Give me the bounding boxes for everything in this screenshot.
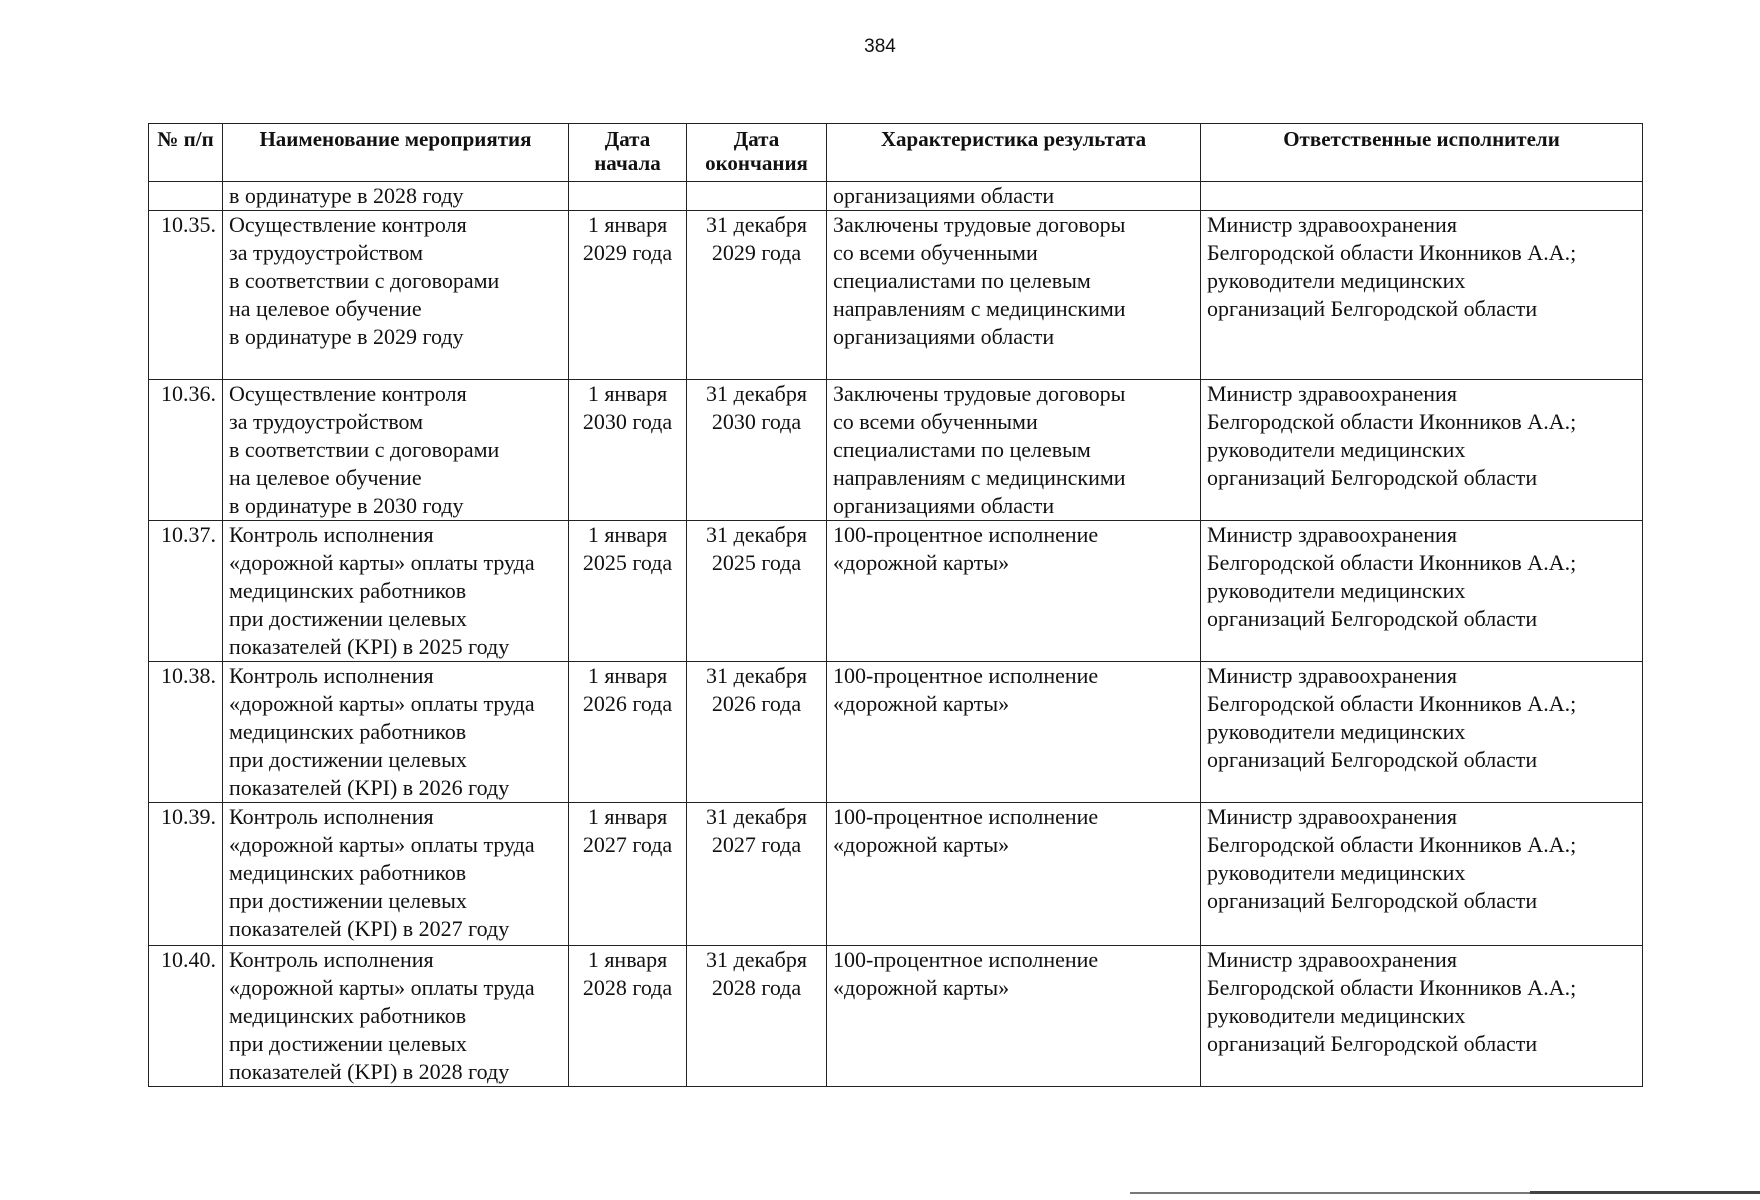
cell-executors-line: Министр здравоохранения [1207,804,1457,829]
cell-result-line: «дорожной карты» [833,832,1010,857]
cell-result [827,662,1201,803]
cell-result-line: специалистами по целевым [833,268,1091,293]
cell-end-line: 2025 года [711,550,802,575]
cell-name-line: за трудоустройством [229,240,424,265]
cell-name-line: Контроль исполнения [229,804,434,829]
cell-end-line: 2027 года [711,832,802,857]
cell-start-line: 2030 года [582,409,673,434]
header-num-line: № [157,127,179,151]
cell-end-line: 2026 года [711,691,802,716]
cell-executors-line: Белгородской области Иконников А.А.; [1207,832,1577,857]
cell-start-line: 1 января [587,804,668,829]
continuation-row [149,182,1643,211]
cell-result-line: «дорожной карты» [833,550,1010,575]
cell-name-line: в ординатуре в 2030 году [229,493,464,518]
cell-name-line: медицинских работников [229,860,467,885]
header-result-line: результата [1043,127,1147,151]
cell-name-line: медицинских работников [229,578,467,603]
cell-executors-line: Министр здравоохранения [1207,381,1457,406]
cell-start-line: 2026 года [582,691,673,716]
cell-start-line: 2027 года [582,832,673,857]
cell-name [223,380,569,521]
cell-name-line: в ординатуре в 2028 году [229,183,464,208]
cell-executors-line: руководители медицинских [1207,578,1466,603]
cell-end [687,662,827,803]
cell-name-line: Контроль исполнения [229,947,434,972]
cell-result-line: 100-процентное исполнение [833,663,1099,688]
cell-name-line: при достижении целевых [229,888,467,913]
table-row [149,521,1643,662]
cell-start-line: 2029 года [582,240,673,265]
cell-executors-line: руководители медицинских [1207,268,1466,293]
cell-result-line: Заключены трудовые договоры [833,381,1126,406]
cell-executors-line: руководители медицинских [1207,860,1466,885]
cell-name-line: показателей (KPI) в 2026 году [229,775,510,800]
cell-result-line: направлениям с медицинскими [833,465,1126,490]
cell-executors-line: Белгородской области Иконников А.А.; [1207,240,1577,265]
header-end-date [687,124,827,182]
cell-executors-line: Белгородской области Иконников А.А.; [1207,550,1577,575]
cell-start-line: 1 января [587,947,668,972]
cell-name [223,803,569,946]
cell-name-line: в соответствии с договорами [229,268,500,293]
cell-name-line: «дорожной карты» оплаты труда [229,550,535,575]
cell-end-line: 31 декабря [706,947,807,972]
header-result-line: Характеристика [880,127,1039,151]
cell-end-line: 2028 года [711,975,802,1000]
cell-result-line: направлениям с медицинскими [833,296,1126,321]
cell-name-line: в ординатуре в 2029 году [229,324,464,349]
cell-name [223,662,569,803]
cell-num [149,182,223,211]
cell-start-line: 1 января [587,381,668,406]
cell-executors-line: руководители медицинских [1207,1003,1466,1028]
cell-end [687,946,827,1087]
cell-name-line: при достижении целевых [229,606,467,631]
cell-executors-line: организаций Белгородской области [1207,465,1538,490]
cell-num: 10.37. [149,521,223,662]
cell-end-line: 31 декабря [706,381,807,406]
cell-name-line: на целевое обучение [229,465,422,490]
table-header-row [149,124,1643,182]
cell-result-line: 100-процентное исполнение [833,522,1099,547]
cell-result-line: организациями области [833,493,1055,518]
header-num [149,124,223,182]
cell-executors [1201,946,1643,1087]
cell-name-line: «дорожной карты» оплаты труда [229,691,535,716]
header-name-line: Наименование мероприятия [259,127,532,151]
cell-name-line: медицинских работников [229,719,467,744]
cell-name-line: медицинских работников [229,1003,467,1028]
cell-name-line: Контроль исполнения [229,663,434,688]
header-result [827,124,1201,182]
cell-start [569,211,687,380]
cell-name-line: Осуществление контроля [229,212,467,237]
header-start-line: Дата [604,127,651,151]
cell-executors-line: руководители медицинских [1207,437,1466,462]
cell-executors-line: организаций Белгородской области [1207,747,1538,772]
header-executors [1201,124,1643,182]
cell-result-line: «дорожной карты» [833,691,1010,716]
cell-executors [1201,211,1643,380]
activities-table [148,123,1643,1087]
cell-name-line: показателей (KPI) в 2028 году [229,1059,510,1084]
cell-start [569,946,687,1087]
table-row [149,380,1643,521]
cell-result-line: организациями области [833,183,1055,208]
cell-name-line: показателей (KPI) в 2025 году [229,634,510,659]
cell-name [223,182,569,211]
cell-result-line: специалистами по целевым [833,437,1091,462]
table-row [149,803,1643,946]
cell-result-line: «дорожной карты» [833,975,1010,1000]
scan-edge-mark [1530,1191,1760,1194]
cell-end [687,211,827,380]
cell-executors-line: Белгородской области Иконников А.А.; [1207,975,1577,1000]
cell-start [569,380,687,521]
cell-start [569,803,687,946]
cell-result [827,521,1201,662]
cell-start-line: 2025 года [582,550,673,575]
cell-result-line: со всеми обученными [833,409,1038,434]
cell-executors [1201,521,1643,662]
cell-result-line: организациями области [833,324,1055,349]
cell-result-line: Заключены трудовые договоры [833,212,1126,237]
cell-end-line: 31 декабря [706,212,807,237]
cell-executors-line: руководители медицинских [1207,719,1466,744]
cell-result [827,803,1201,946]
cell-name-line: Осуществление контроля [229,381,467,406]
cell-name-line: при достижении целевых [229,1031,467,1056]
cell-end-line: 31 декабря [706,663,807,688]
cell-end-line: 31 декабря [706,522,807,547]
cell-executors-line: организаций Белгородской области [1207,606,1538,631]
header-num-line: п/п [183,127,214,151]
cell-num: 10.38. [149,662,223,803]
header-end-line: окончания [705,151,808,175]
cell-end [687,521,827,662]
cell-num: 10.36. [149,380,223,521]
cell-result-line: 100-процентное исполнение [833,947,1099,972]
cell-executors-line: организаций Белгородской области [1207,1031,1538,1056]
cell-name-line: при достижении целевых [229,747,467,772]
cell-name-line: «дорожной карты» оплаты труда [229,975,535,1000]
cell-result [827,182,1201,211]
cell-name-line: «дорожной карты» оплаты труда [229,832,535,857]
cell-name-line: в соответствии с договорами [229,437,500,462]
cell-result [827,380,1201,521]
cell-executors [1201,662,1643,803]
cell-executors [1201,182,1643,211]
cell-result-line: 100-процентное исполнение [833,804,1099,829]
cell-result [827,211,1201,380]
cell-name-line: Контроль исполнения [229,522,434,547]
cell-executors-line: организаций Белгородской области [1207,296,1538,321]
cell-end [687,380,827,521]
cell-executors-line: Белгородской области Иконников А.А.; [1207,691,1577,716]
cell-executors-line: Министр здравоохранения [1207,212,1457,237]
table-row [149,946,1643,1087]
cell-start-line: 1 января [587,663,668,688]
cell-executors-line: Министр здравоохранения [1207,947,1457,972]
header-name [223,124,569,182]
cell-name [223,946,569,1087]
cell-end-line: 31 декабря [706,804,807,829]
cell-name [223,211,569,380]
cell-executors-line: организаций Белгородской области [1207,888,1538,913]
cell-result-line: со всеми обученными [833,240,1038,265]
table-row [149,662,1643,803]
cell-start [569,521,687,662]
cell-end-line: 2030 года [711,409,802,434]
cell-name-line: за трудоустройством [229,409,424,434]
cell-num: 10.39. [149,803,223,946]
cell-start [569,662,687,803]
cell-name [223,521,569,662]
cell-executors-line: Министр здравоохранения [1207,663,1457,688]
cell-start-line: 1 января [587,522,668,547]
cell-num: 10.40. [149,946,223,1087]
header-end-line: Дата [733,127,780,151]
header-start-date [569,124,687,182]
header-executors-line: Ответственные исполнители [1283,127,1560,151]
cell-start-line: 2028 года [582,975,673,1000]
cell-executors-line: Министр здравоохранения [1207,522,1457,547]
cell-executors-line: Белгородской области Иконников А.А.; [1207,409,1577,434]
page-number: 384 [864,36,896,57]
cell-result [827,946,1201,1087]
cell-start-line: 1 января [587,212,668,237]
table-row [149,211,1643,380]
cell-executors [1201,380,1643,521]
header-start-line: начала [594,151,661,175]
cell-name-line: показателей (KPI) в 2027 году [229,916,510,941]
cell-num: 10.35. [149,211,223,380]
cell-executors [1201,803,1643,946]
cell-end-line: 2029 года [711,240,802,265]
cell-end [687,182,827,211]
cell-start [569,182,687,211]
cell-end [687,803,827,946]
cell-name-line: на целевое обучение [229,296,422,321]
